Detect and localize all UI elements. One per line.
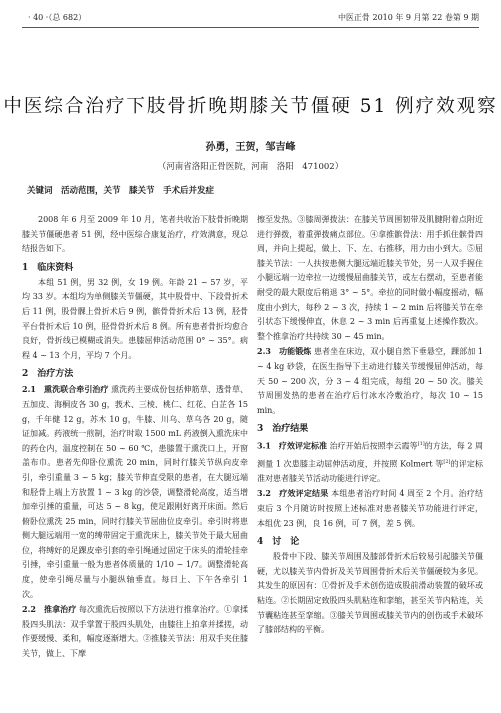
citation[interactable]: [2] [443,458,451,465]
authors: 孙勇，王贺，邹吉峰 [205,142,296,153]
section-heading: 1 临床资料 [22,262,74,273]
journal-info: 中医正骨 2010 年 9 月第 22 卷第 9 期 [337,13,479,22]
section-heading: 3 治疗结果 [257,424,309,435]
page-number: · 40 ·（总 682） [28,13,87,22]
affiliation: （河南省洛阳正骨医院，河南 洛阳 471002） [157,162,344,172]
section-heading: 4 讨 论 [257,537,300,548]
paragraph: 本组 51 例，男 32 例，女 19 例。年龄 21 ~ 57 岁，平均 33 岁。本组均为单侧膝关节僵硬，其中股骨中、下段骨折术后 11 例，股骨髁上骨折术后 9 例，髌骨骨折术后 13 例，胫骨平台骨折术后 10 例，胫骨骨折术后 8 例。所有患者骨折均愈合良好，骨折线已模糊或消失。患膝屈伸活动范围 0° ~ 35°。病程 4 ~ 13 个月，平均 7 个月。 [22,277,248,360]
paragraph-text: 每次熏洗后按照以下方法进行推拿治疗。①拿揉股四头肌法：双手掌置于股四头肌处，由膝往上拍拿并揉搓，动作要缓慢、柔和，幅度逐渐增大。②推膝关节法：用双手夹住膝关节，做上、下摩 [22,605,249,659]
paragraph: 擦至发热。③膝周弹拨法：在膝关节周围韧带及肌腱附着点附近进行弹拨，着重弹拨痛点部位。④拿推髌骨法：用手抓住髌骨四周，并向上提起，做上、下、左、右推移，用力由小到大。⑤屈膝关节法：一人扶按患侧大腿远端近膝关节处，另一人双手握住小腿远端一边牵拉一边缓慢屈曲膝关节，或左右摆动，至患者能耐受的最大限度后稍退 3° ~ 5°。牵拉的同时做小幅度摇动，幅度由小到大，每秒 2 ~ 3 次，持续 1 ~ 2 min 后将膝关节在牵引状态下缓慢伸直，休息 2 ~ 3 min 后再重复上述操作数次。整个推拿治疗共持续 30 ~ 45 min。 [257,215,483,341]
article-title: 中医综合治疗下肢骨折晚期膝关节僵硬 51 例疗效观察 [3,96,498,117]
paragraph: 股骨中下段、膝关节周围及膝部骨折术后较易引起膝关节僵硬，尤以膝关节内骨折及关节周围骨折术后关节僵硬较为多见。其发生的原因有：①骨折及手术创伤造成股前滑动装置的破坏或粘连。②长期固定致股四头肌粘连和挛缩，甚至关节内粘连，关节囊粘连甚至挛缩。③膝关节周围或膝关节内的创伤或手术破坏了膝部结构的平衡。 [257,552,483,635]
running-header [0,0,501,30]
keywords: 关键词 活动范围，关节 膝关节 手术后并发症 [27,186,215,196]
subsection-heading: 2.2 推拿治疗 [22,604,77,615]
citation[interactable]: [1] [417,441,425,448]
paragraph-text: 的评定标准对患者膝关节活动功能进行评定。 [257,459,484,483]
paragraph-text: 患者坐在床边，双小腿自然下垂悬空，踝部加 1 ~ 4 kg 砂袋，在医生指导下主动进行膝关节缓慢屈伸活动，每天 50 ~ 200 次，分 3 ~ 4 组完成，每组 20 ~ 50 次。膝关节周围发热的患者在治疗后行冰水冷敷治疗，每次 10 ~ 15 min。 [257,347,484,415]
paragraph-text: 熏洗药主要成份包括伸筋草、透骨草、五加皮、海桐皮各 30 g，莪术、三棱、桃仁、红花、白芷各 15 g，千年健 12 g，苏木 10 g，牛膝、川乌、草乌各 20 g，随证加减。药液统一煎制，治疗时取 1500 mL 药液倒入熏洗床中的药仓内，温度控制在 50 ~ 60 ℃，患膝置于熏洗口上，开窗盖布巾。患者先仰卧位熏洗 20 min，同时行膝关节纵向皮牵引，牵引重量 3 ~ 5 kg；膝关节伸直受限的患者，在大腿远端和胫骨上端上方放置 1 ~ 3 kg 的沙袋，调整滑轮高度，适当增加牵引捶的重量，可达 5 ~ 8 kg，使足跟刚好离开床面。然后俯卧位熏洗 25 min，同时行膝关节屈曲位皮牵引。牵引时将患侧大腿远端用一宽的缚带固定于熏洗床上，膝关节处于最大屈曲位，将缚好的足踝皮牵引套的牵引绳通过固定于床头的滑轮挂牵引捶，牵引重量一般为患者体质量的 1/10 ~ 1/7。调整滑轮高度，使牵引绳尽量与小腿纵轴垂直。每日上、下午各牵引 1 次。 [22,385,248,599]
subsection-heading: 3.2 疗效评定结果 [257,488,329,499]
paragraph-text: 的方法，每 2 周测量 1 次患膝主动屈伸活动度，并按照 Kolmert 等 [257,441,484,469]
header-rule [22,27,479,28]
left-column [22,213,248,662]
intro-paragraph: 2008 年 6 月至 2009 年 10 月，笔者共收治下肢骨折晚期膝关节僵硬患者 51 例，经中医综合康复治疗，疗效满意，现总结报告如下。 [22,215,248,254]
right-column [257,213,483,638]
subsection-heading: 2.1 熏洗联合牵引治疗 [22,384,109,395]
subsection-heading: 3.1 疗效评定标准 [257,440,327,451]
paragraph-text: 本组患者治疗时间 4 周至 2 个月。治疗结束后 3 个月随访时按照上述标准对患者膝关节功能进行评定，本组优 23 例，良 16 例，可 7 例，差 5 例。 [257,489,483,528]
paragraph-text: 治疗开始后按照李云霞等 [329,441,418,451]
subsection-heading: 2.3 功能锻炼 [257,346,312,357]
section-heading: 2 治疗方法 [22,369,74,380]
